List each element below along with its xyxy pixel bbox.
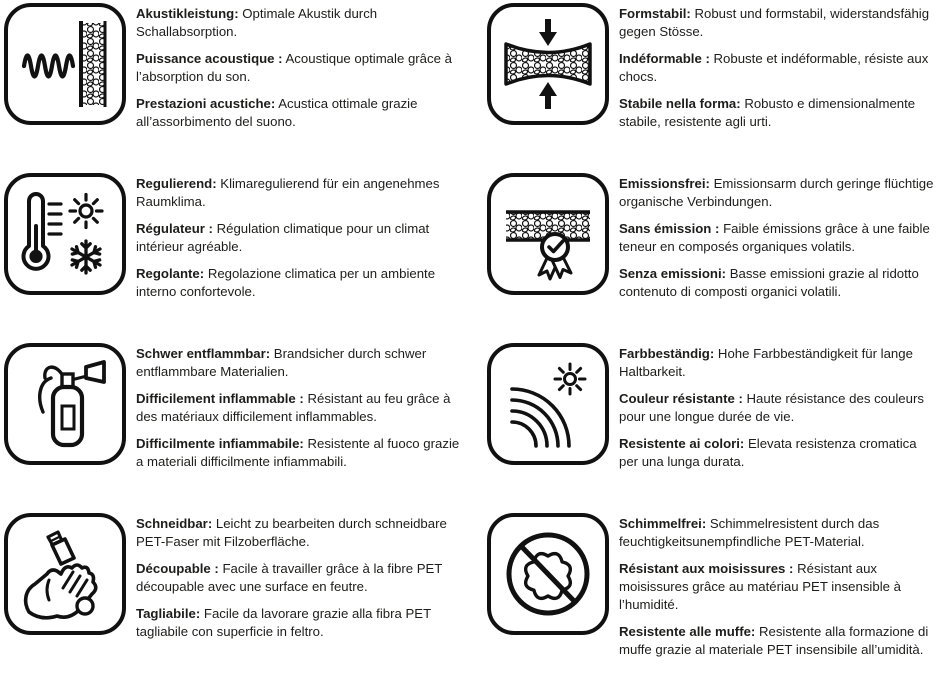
feature-item-shape-stability [468, 0, 936, 170]
label-de: Emissionsfrei: [619, 176, 710, 191]
label-it: Senza emissioni: [619, 266, 727, 281]
label-it: Prestazioni acustiche: [136, 96, 276, 111]
text-it: Facile da lavorare grazie alla fibra PET tagliabile con superficie in feltro. [136, 606, 431, 639]
label-fr: Résistant aux moisissures : [619, 561, 794, 576]
hand-holding-cutter-icon [4, 513, 126, 635]
feature-item-climate-regulating [0, 170, 468, 340]
label-de: Schimmelfrei: [619, 516, 707, 531]
label-fr: Indéformable : [619, 51, 710, 66]
label-fr: Découpable : [136, 561, 219, 576]
paragraph-it [619, 435, 934, 471]
label-it: Resistente ai colori: [619, 436, 745, 451]
feature-item-color-fast [468, 340, 936, 510]
text-fr: Haute résistance des couleurs pour une longue durée de vie. [619, 391, 924, 424]
sound-wave-absorber-panel-icon [4, 3, 126, 125]
feature-text-block [619, 513, 936, 668]
label-fr: Régulateur : [136, 221, 213, 236]
text-it: Basse emissioni grazie al ridotto contenuto di composti organici volatili. [619, 266, 919, 299]
label-de: Schwer entflammbar: [136, 346, 271, 361]
text-fr: Faible émissions grâce à une faible teneur en composés organiques volatils. [619, 221, 930, 254]
paragraph-fr [136, 50, 466, 86]
label-de: Regulierend: [136, 176, 217, 191]
paragraph-de [136, 5, 466, 41]
paragraph-fr [619, 390, 934, 426]
feature-item-acoustic-performance [0, 0, 468, 170]
text-it: Regolazione climatica per un ambiente interno confortevole. [136, 266, 436, 299]
label-fr: Couleur résistante : [619, 391, 743, 406]
rainbow-sun-icon [487, 343, 609, 465]
paragraph-fr [619, 50, 934, 86]
text-it: Robusto e dimensionalmente stabile, resistente agli urti. [619, 96, 916, 129]
compression-arrows-panel-icon [487, 3, 609, 125]
feature-text-block [136, 343, 468, 480]
paragraph-fr [619, 220, 934, 256]
text-de: Schimmelresistent durch das feuchtigkeitsunempfindliche PET-Material. [619, 516, 880, 549]
feature-text-block [619, 173, 936, 310]
label-it: Difficilmente infiammabile: [136, 436, 304, 451]
paragraph-de [136, 175, 466, 211]
text-de: Robust und formstabil, widerstandsfähig gegen Stösse. [619, 6, 930, 39]
text-de: Optimale Akustik durch Schallabsorption. [136, 6, 378, 39]
feature-text-block [136, 513, 468, 650]
paragraph-it [619, 623, 934, 659]
paragraph-fr [136, 560, 466, 596]
paragraph-it [619, 95, 934, 131]
label-de: Farbbeständig: [619, 346, 715, 361]
thermometer-sun-snowflake-icon [4, 173, 126, 295]
label-fr: Sans émission : [619, 221, 720, 236]
label-de: Formstabil: [619, 6, 691, 21]
paragraph-it [136, 435, 466, 471]
paragraph-it [136, 605, 466, 641]
text-de: Leicht zu bearbeiten durch schneidbare PET-Faser mit Filzoberfläche. [136, 516, 447, 549]
label-fr: Difficilement inflammable : [136, 391, 304, 406]
text-fr: Régulation climatique pour un climat intérieur agréable. [136, 221, 430, 254]
text-fr: Acoustique optimale grâce à l’absorption du son. [136, 51, 452, 84]
text-it: Elevata resistenza cromatica per una lunga durata. [619, 436, 917, 469]
text-it: Resistente al fuoco grazie a materiali difficilmente infiammabili. [136, 436, 460, 469]
text-fr: Facile à travailler grâce à la fibre PET découpable avec une surface en feutre. [136, 561, 443, 594]
paragraph-fr [136, 390, 466, 426]
paragraph-de [619, 515, 934, 551]
paragraph-fr [619, 560, 934, 614]
paragraph-de [136, 345, 466, 381]
label-it: Resistente alle muffe: [619, 624, 756, 639]
paragraph-it [136, 95, 466, 131]
text-fr: Résistant au feu grâce à des matériaux difficilement inflammables. [136, 391, 451, 424]
label-it: Stabile nella forma: [619, 96, 741, 111]
feature-text-block [619, 343, 936, 480]
paragraph-it [136, 265, 466, 301]
text-it: Acustica ottimale grazie all’assorbimento del suono. [136, 96, 418, 129]
text-fr: Résistant aux moisissures grâce au matériau PET insensible à l’humidité. [619, 561, 901, 612]
paragraph-fr [136, 220, 466, 256]
label-fr: Puissance acoustique : [136, 51, 283, 66]
text-fr: Robuste et indéformable, résiste aux chocs. [619, 51, 929, 84]
paragraph-de [619, 5, 934, 41]
feature-item-emission-free [468, 170, 936, 340]
feature-item-flame-retardant [0, 340, 468, 510]
paragraph-de [136, 515, 466, 551]
certified-panel-badge-icon [487, 173, 609, 295]
feature-item-cuttable [0, 510, 468, 680]
label-de: Akustikleistung: [136, 6, 239, 21]
text-it: Resistente alla formazione di muffe grazie al materiale PET insensibile all’umidità. [619, 624, 929, 657]
feature-item-mold-free [468, 510, 936, 680]
paragraph-it [619, 265, 934, 301]
no-mold-crossed-germ-icon [487, 513, 609, 635]
label-it: Regolante: [136, 266, 205, 281]
paragraph-de [619, 175, 934, 211]
fire-extinguisher-icon [4, 343, 126, 465]
paragraph-de [619, 345, 934, 381]
label-de: Schneidbar: [136, 516, 213, 531]
label-it: Tagliabile: [136, 606, 201, 621]
text-de: Klimaregulierend für ein angenehmes Raumklima. [136, 176, 440, 209]
text-de: Emissionsarm durch geringe flüchtige organische Verbindungen. [619, 176, 934, 209]
feature-text-block [136, 3, 468, 140]
text-de: Brandsicher durch schwer entflammbare Materialien. [136, 346, 427, 379]
text-de: Hohe Farbbeständigkeit für lange Haltbarkeit. [619, 346, 913, 379]
feature-text-block [619, 3, 936, 140]
feature-text-block [136, 173, 468, 310]
